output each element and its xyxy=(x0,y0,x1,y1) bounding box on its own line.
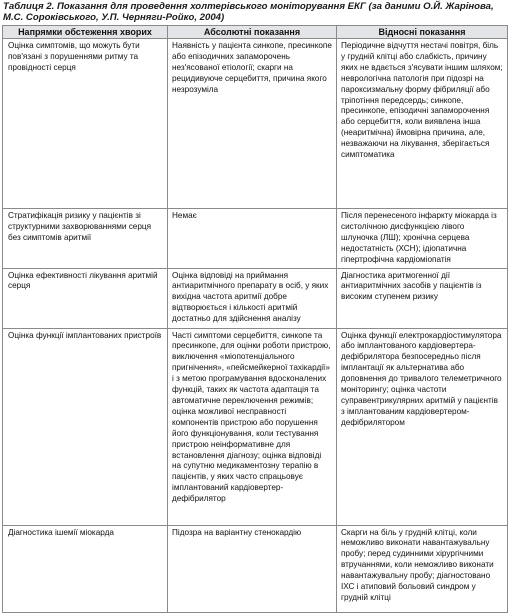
header-relative: Відносні показання xyxy=(337,26,508,39)
cell-absolute: Наявність у пацієнта синкопе, пресинкопе або епізодичних запаморочень нез'ясованої етіології; скарги на рецидивуюче серцебиття, причина якого незрозуміла xyxy=(168,39,337,209)
header-area: Напрямки обстеження хворих xyxy=(3,26,168,39)
cell-absolute: Підозра на варіантну стенокардію xyxy=(168,525,337,612)
cell-area: Оцінка ефективності лікування аритмій серця xyxy=(3,268,168,328)
cell-area: Оцінка симптомів, що можуть бути пов'язані з порушеннями ритму та провідності серця xyxy=(3,39,168,209)
cell-relative: Оцінка функції електрокардіостимулятора або імплантованого кардіовертера-дефібрилятора безпосередньо після імплантації як альтернатива або доповнення до тривалого телеметричного моніторингу; оцінка частоти суправентрикулярних аритмій у пацієнтів з імплантованим кардіовертером-дефібрилятором xyxy=(337,328,508,525)
cell-absolute: Часті симптоми серцебиття, синкопе та пресинкопе, для оцінки роботи пристрою, виключення «міопотенціального пригнічення», «пейсмейкерної тахікардії» і з метою програмування вдосконалених функцій, таких як частота адаптація та автоматичне переключення режимів; оцінка можливої несправності компонентів пристрою або порушення його функціонування, коли тестування пристрою неінформативне для встановлення діагнозу; оцінка відповіді на супутню медикаментозну терапію в пацієнтів, у яких часто спрацьовує імплантований кардіовертер-дефібрилятор xyxy=(168,328,337,525)
cell-absolute: Оцінка відповіді на приймання антиаритмічного препарату в осіб, у яких вихідна частота аритмії добре відтворюється і кількості аритмій достатньо для здійснення аналізу xyxy=(168,268,337,328)
table-row xyxy=(3,39,508,209)
table-row xyxy=(3,525,508,612)
header-absolute: Абсолютні показання xyxy=(168,26,337,39)
cell-area: Оцінка функції імплантованих пристроїв xyxy=(3,328,168,525)
table-header-row xyxy=(3,26,508,39)
table-row xyxy=(3,209,508,269)
cell-area: Стратифікація ризику у пацієнтів зі структурними захворюваннями серця без симптомів аритмії xyxy=(3,209,168,269)
table-caption: Таблиця 2. Показання для проведення холтерівського моніторування ЕКГ (за даними О.Й. Жарінова, М.С. Сороківського, У.П. Черняги-Ройко, 2004) xyxy=(3,1,494,23)
cell-relative: Скарги на біль у грудній клітці, коли неможливо виконати навантажувальну пробу; перед судинними хірургічними втручаннями, коли неможливо виконати навантажувальну пробу; діагностовано ІХС і атиповий больовий синдром у грудній клітці xyxy=(337,525,508,612)
cell-absolute: Немає xyxy=(168,209,337,269)
table-row xyxy=(3,268,508,328)
indications-table xyxy=(2,25,508,613)
cell-relative: Періодичне відчуття нестачі повітря, біль у грудній клітці або слабкість, причину яких не вдається з'ясувати іншим шляхом; неврологічна патологія при підозрі на пароксизмальну форму фібриляції або тріпотіння передсердь; синкопе, пресинкопе, епізодичні запаморочення або серцебиття, коли виявлена інша (неаритмічна) ймовірна причина, але, незважаючи на лікування, зберігається симптоматика xyxy=(337,39,508,209)
cell-relative: Діагностика аритмогенної дії антиаритмічних засобів у пацієнтів із високим ступенем ризику xyxy=(337,268,508,328)
cell-relative: Після перенесеного інфаркту міокарда із систолічною дисфункцією лівого шлуночка (ЛШ); хронічна серцева недостатність (ХСН); ідіопатична гіпертрофічна кардіоміопатія xyxy=(337,209,508,269)
table-row xyxy=(3,328,508,525)
cell-area: Діагностика ішемії міокарда xyxy=(3,525,168,612)
